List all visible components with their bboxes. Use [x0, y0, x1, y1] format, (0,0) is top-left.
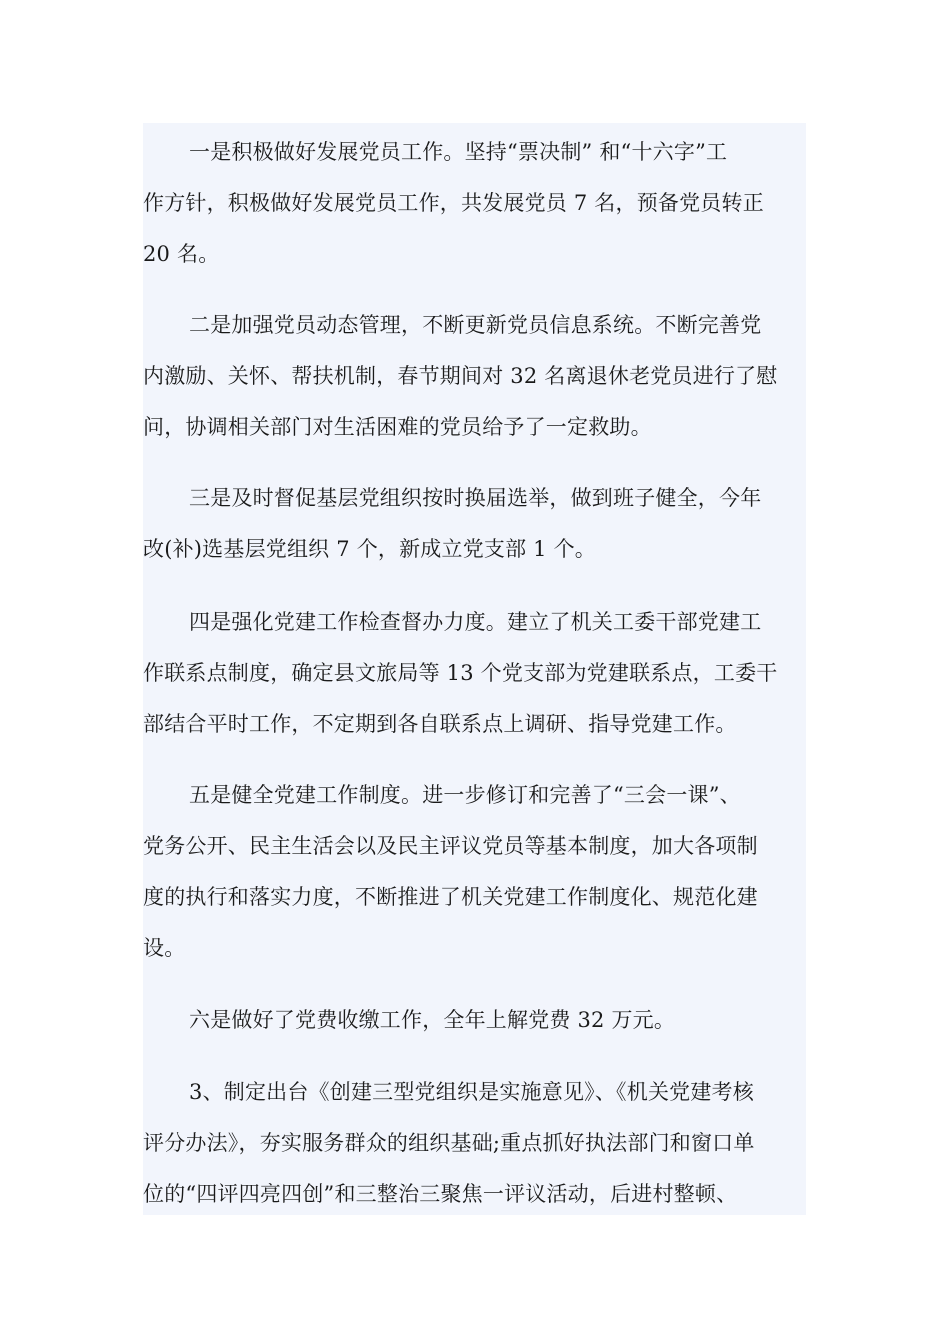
paragraph-7: [143, 1067, 806, 1215]
paragraph-line: 设。: [143, 936, 186, 960]
paragraph-5: [143, 770, 806, 974]
paragraph-line: 部结合平时工作，不定期到各自联系点上调研、指导党建工作。: [143, 712, 737, 736]
document-body: [143, 123, 806, 1215]
paragraph-line: 作方针，积极做好发展党员工作，共发展党员 7 名，预备党员转正: [143, 191, 764, 215]
paragraph-6: [143, 995, 806, 1046]
paragraph-line: 五是健全党建工作制度。进一步修订和完善了“三会一课”、: [189, 783, 741, 807]
paragraph-line: 三是及时督促基层党组织按时换届选举，做到班子健全，今年: [189, 486, 762, 510]
paragraph-4: [143, 597, 806, 750]
paragraph-line: 20 名。: [143, 242, 220, 266]
paragraph-line: 位的“四评四亮四创”和三整治三聚焦一评议活动，后进村整顿、: [143, 1182, 738, 1206]
paragraph-line: 六是做好了党费收缴工作，全年上解党费 32 万元。: [189, 1008, 676, 1032]
paragraph-line: 二是加强党员动态管理，不断更新党员信息系统。不断完善党: [189, 313, 762, 337]
paragraph-line: 3、制定出台《创建三型党组织是实施意见》、《机关党建考核: [189, 1080, 754, 1104]
paragraph-line: 四是强化党建工作检查督办力度。建立了机关工委干部党建工: [189, 610, 762, 634]
paragraph-line: 问，协调相关部门对生活困难的党员给予了一定救助。: [143, 415, 652, 439]
paragraph-line: 内激励、关怀、帮扶机制，春节期间对 32 名离退休老党员进行了慰: [143, 364, 778, 388]
paragraph-line: 党务公开、民主生活会以及民主评议党员等基本制度，加大各项制: [143, 834, 758, 858]
paragraph-3: [143, 473, 806, 575]
paragraph-line: 作联系点制度，确定县文旅局等 13 个党支部为党建联系点，工委干: [143, 661, 778, 685]
paragraph-1: [143, 127, 806, 280]
paragraph-line: 度的执行和落实力度，不断推进了机关党建工作制度化、规范化建: [143, 885, 758, 909]
paragraph-line: 一是积极做好发展党员工作。坚持“票决制” 和“十六字”工: [189, 140, 728, 164]
paragraph-2: [143, 300, 806, 453]
paragraph-line: 评分办法》，夯实服务群众的组织基础;重点抓好执法部门和窗口单: [143, 1131, 755, 1155]
paragraph-line: 改(补)选基层党组织 7 个，新成立党支部 1 个。: [143, 537, 597, 561]
